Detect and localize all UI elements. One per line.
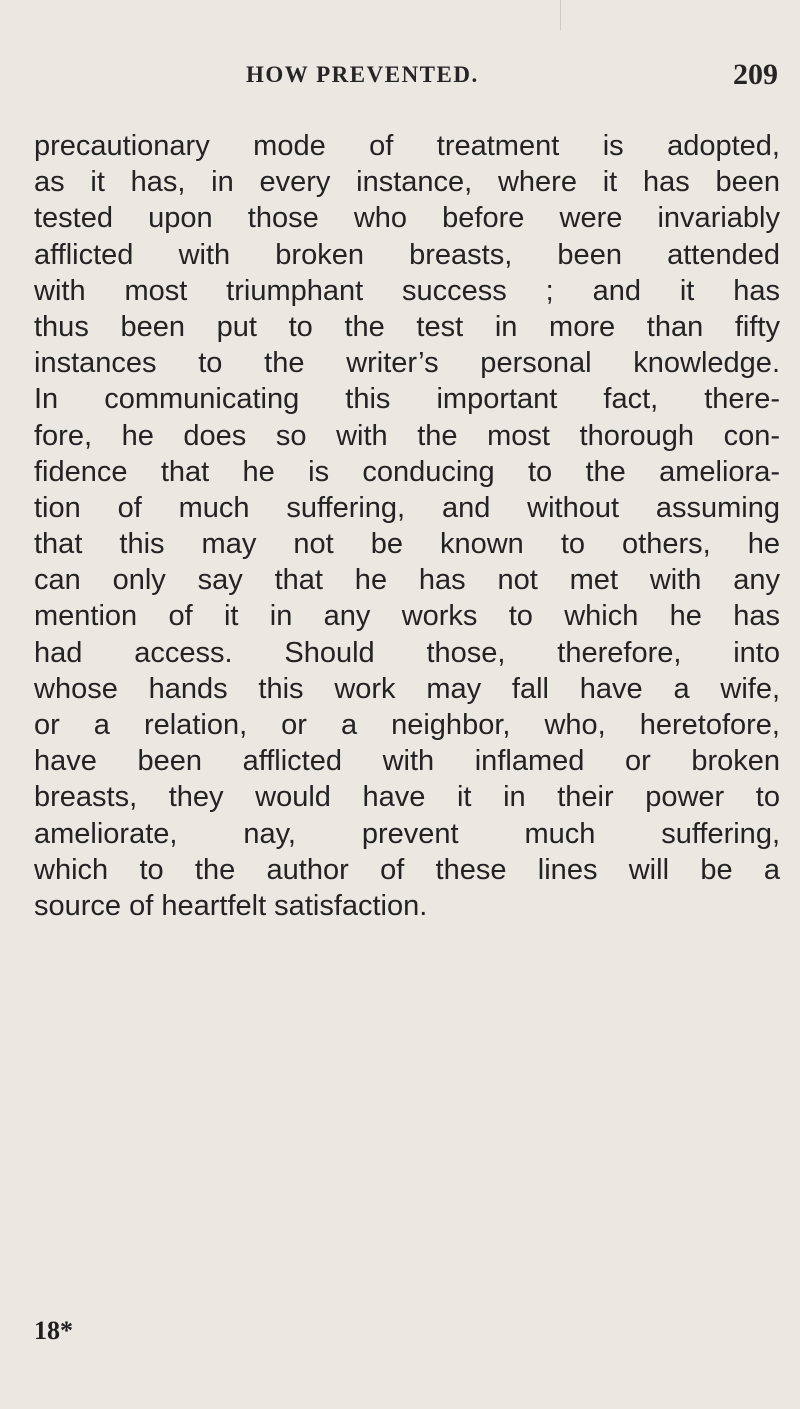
text-line: source of heartfelt satisfaction. [34, 889, 428, 922]
text-line: can only say that he has not met with any [34, 564, 780, 597]
text-line: afflicted with broken breasts, been attended [34, 238, 780, 271]
text-line: thus been put to the test in more than fifty [34, 310, 780, 343]
body-paragraph [34, 128, 780, 924]
text-line: had access. Should those, therefore, into [34, 636, 780, 669]
scan-edge-mark [560, 0, 561, 30]
page-number: 209 [733, 58, 778, 91]
text-line: which to the author of these lines will be a [34, 853, 780, 886]
text-line: fidence that he is conducing to the ameliora- [34, 455, 780, 488]
text-line: tested upon those who before were invariably [34, 202, 780, 235]
text-line: as it has, in every instance, where it has been [34, 166, 780, 199]
running-title: HOW PREVENTED. [246, 62, 479, 87]
text-line: mention of it in any works to which he has [34, 600, 780, 633]
text-line: In communicating this important fact, there- [34, 383, 780, 416]
text-line: breasts, they would have it in their power to [34, 781, 780, 814]
text-line: precautionary mode of treatment is adopted, [34, 130, 780, 162]
text-line: ameliorate, nay, prevent much suffering, [34, 817, 780, 850]
text-line: with most triumphant success ; and it has [34, 274, 780, 307]
text-line: whose hands this work may fall have a wife, [34, 672, 780, 705]
text-line: fore, he does so with the most thorough con- [34, 419, 780, 452]
text-line: instances to the writer’s personal knowledge. [34, 347, 780, 380]
text-line: tion of much suffering, and without assuming [34, 491, 780, 524]
text-line: that this may not be known to others, he [34, 528, 780, 561]
text-line: or a relation, or a neighbor, who, heretofore, [34, 709, 780, 741]
text-line: have been afflicted with inflamed or broken [34, 745, 780, 778]
signature-mark: 18* [34, 1316, 73, 1345]
running-head [34, 58, 778, 102]
